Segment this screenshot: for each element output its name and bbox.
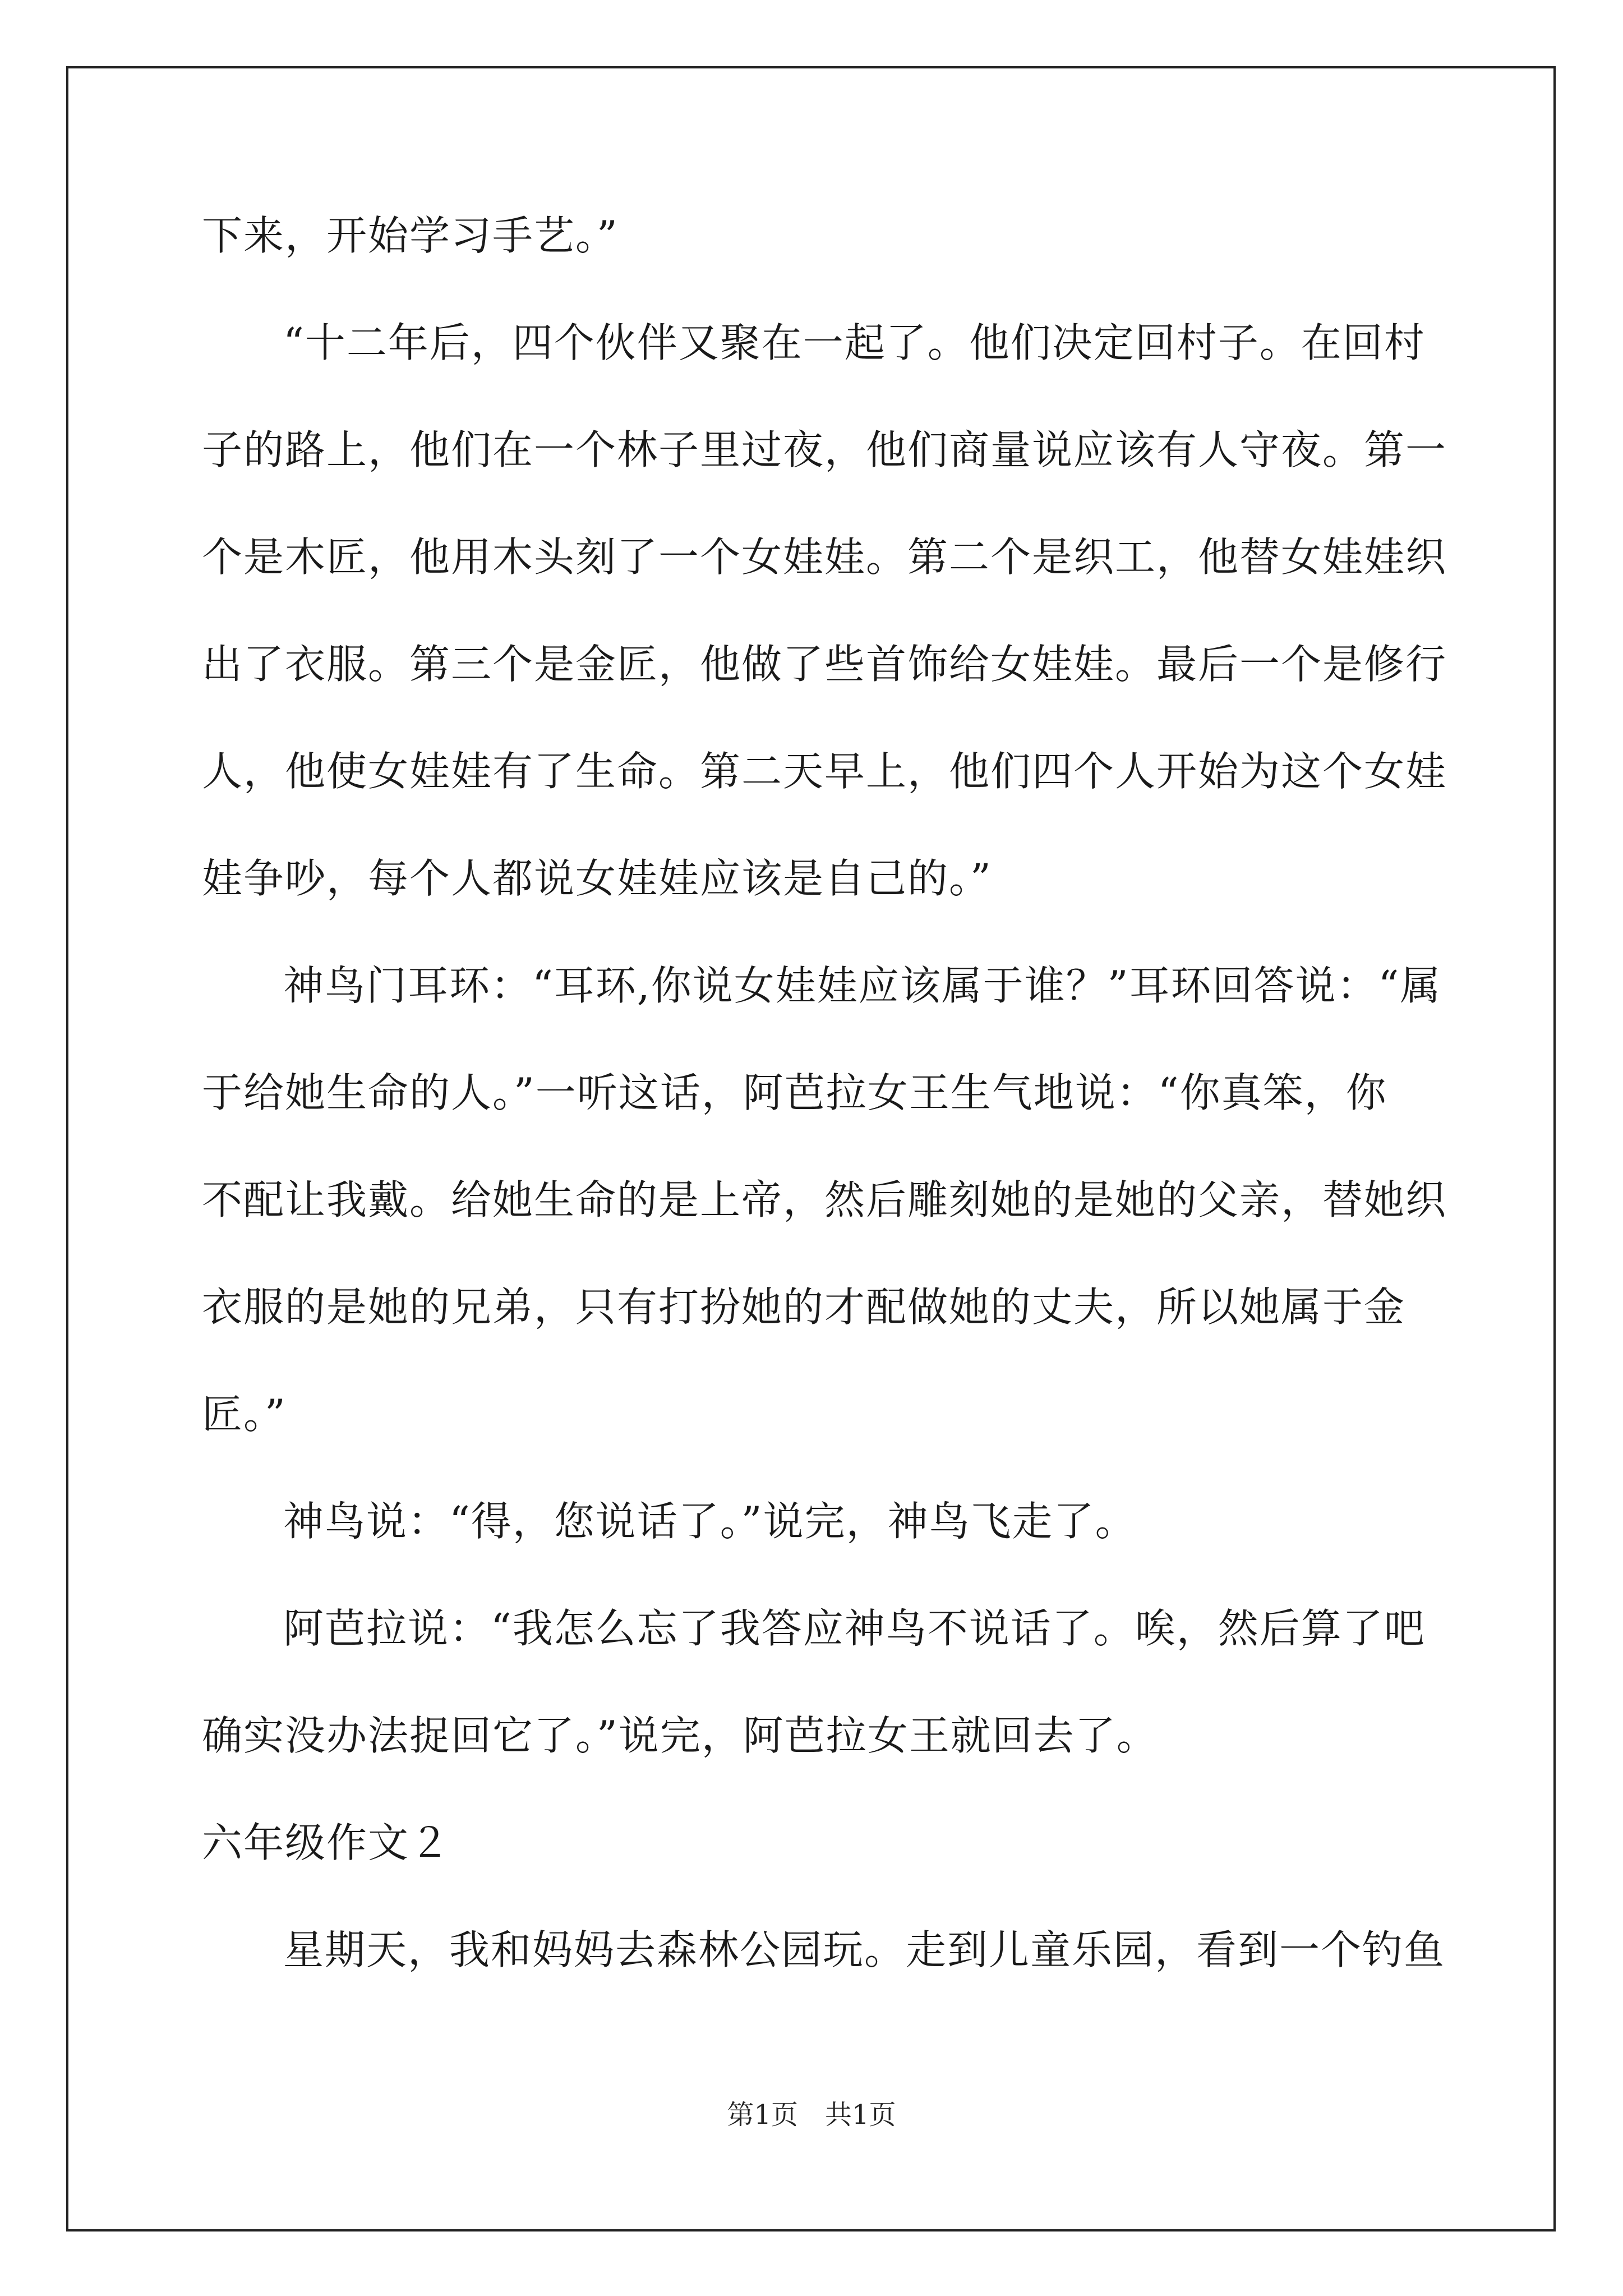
text-line: 神鸟说：“得，您说话了。”说完，神鸟飞走了。 xyxy=(283,1498,1137,1545)
section-heading: 六年级作文２ xyxy=(202,1819,451,1866)
text-line: 出了衣服。第三个是金匠，他做了些首饰给女娃娃。最后一个是修行 xyxy=(202,641,1447,688)
text-line: 人，他使女娃娃有了生命。第二天早上，他们四个人开始为这个女娃 xyxy=(202,748,1447,795)
text-line: 子的路上，他们在一个林子里过夜，他们商量说应该有人守夜。第一 xyxy=(202,426,1447,473)
text-line: “十二年后，四个伙伴又聚在一起了。他们决定回村子。在回村 xyxy=(283,319,1426,366)
text-line: 不配让我戴。给她生命的是上帝，然后雕刻她的是她的父亲，替她织 xyxy=(202,1176,1447,1223)
text-line: 匠。” xyxy=(202,1391,287,1438)
text-line: 确实没办法捉回它了。”说完，阿芭拉女王就回去了。 xyxy=(202,1712,1158,1759)
text-line: 阿芭拉说：“我怎么忘了我答应神鸟不说话了。唉，然后算了吧 xyxy=(283,1605,1426,1652)
document-body xyxy=(202,208,1447,2029)
text-line: 下来，开始学习手艺。” xyxy=(202,212,619,259)
text-line: 衣服的是她的兄弟，只有打扮她的才配做她的丈夫，所以她属于金 xyxy=(202,1283,1406,1331)
text-line: 个是木匠，他用木头刻了一个女娃娃。第二个是织工，他替女娃娃织 xyxy=(202,533,1447,581)
text-line: 于给她生命的人。”一听这话，阿芭拉女王生气地说：“你真笨，你 xyxy=(202,1069,1387,1116)
text-line: 神鸟门耳环：“耳环,你说女娃娃应该属于谁？”耳环回答说：“属 xyxy=(283,962,1442,1009)
text-line: 娃争吵，每个人都说女娃娃应该是自己的。” xyxy=(202,855,992,902)
page-number-footer: 第1页 共1页 xyxy=(727,2099,896,2131)
text-line: 星期天，我和妈妈去森林公园玩。走到儿童乐园，看到一个钓鱼 xyxy=(283,1926,1446,1973)
